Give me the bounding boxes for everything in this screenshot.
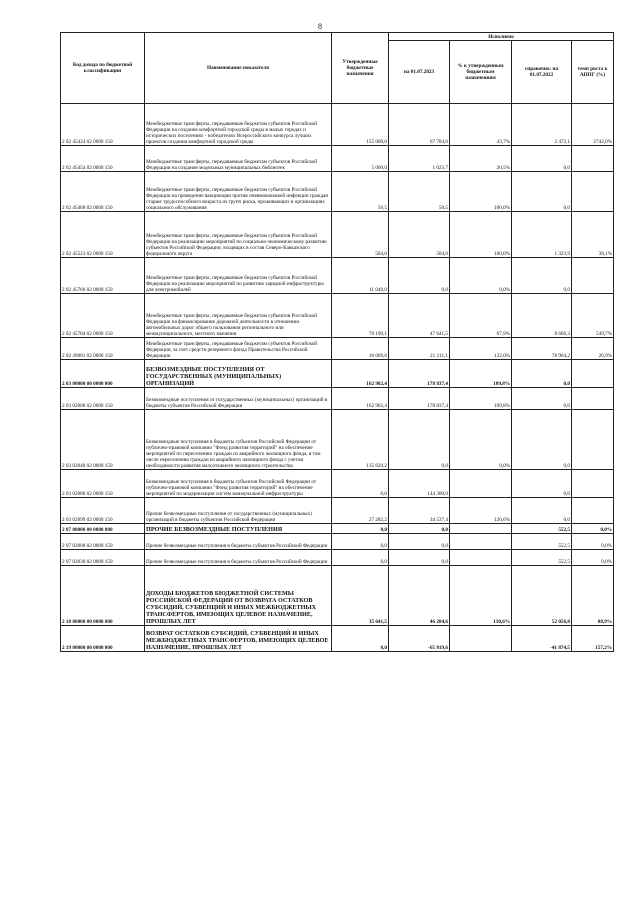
row-approved: 155 000,0: [332, 104, 389, 146]
row-approved: 11 040,0: [332, 258, 389, 294]
row-name: Межбюджетные трансферты, передаваемые бюджетам субъектов Российской Федерации на реализацию мероприятий по социально-экономическому развитию субъектов Российской Федерации, входящих в состав Северо-Кавказского федерального округа: [145, 212, 332, 258]
header-name: Наименование показателя: [145, 33, 332, 104]
row-growth: 0,0%: [572, 534, 614, 550]
table-row: [61, 410, 614, 470]
row-code: 2 02 45766 02 0000 150: [61, 258, 145, 294]
row-pct: 126,6%: [450, 498, 512, 524]
row-growth: [572, 470, 614, 498]
row-growth: [572, 258, 614, 294]
table-row: [61, 294, 614, 338]
row-name: Прочие безвозмездные поступления от государственных (муниципальных) организаций в бюджеты субъектов Российской Федерации: [145, 498, 332, 524]
row-growth: 0,0%: [572, 524, 614, 534]
row-ref: 0,0: [512, 388, 572, 410]
row-ref: 0,0: [512, 146, 572, 172]
row-executed: 47 641,5: [389, 294, 450, 338]
table-row: [61, 212, 614, 258]
row-growth: [572, 172, 614, 212]
table-row: [61, 258, 614, 294]
budget-table: [60, 32, 614, 652]
row-pct: 67,9%: [450, 294, 512, 338]
row-pct: 109,8%: [450, 388, 512, 410]
row-name: Безвозмездные поступления в бюджеты субъектов Российской Федерации от публично-правовой компании "Фонд развития территорий" на обеспечение мероприятий по модернизации систем коммунальной инфраструктуры: [145, 470, 332, 498]
row-code: 2 02 49001 02 0000 150: [61, 338, 145, 360]
header-ref: справочно: на 01.07.2022: [512, 41, 572, 104]
row-name: Межбюджетные трансферты, передаваемые бюджетам субъектов Российской Федерации на реализацию мероприятий по развитию зарядной инфраструктуры для электромобилей: [145, 258, 332, 294]
row-ref: 8 666,3: [512, 294, 572, 338]
row-pct: 0,0%: [450, 410, 512, 470]
row-approved: 162 902,4: [332, 388, 389, 410]
row-executed: 0,0: [389, 550, 450, 566]
row-code: 2 03 02080 02 0000 150: [61, 470, 145, 498]
row-pct: 132,0%: [450, 338, 512, 360]
header-approved: Утвержденные бюджетные назначения: [332, 33, 389, 104]
row-approved: 27 282,2: [332, 498, 389, 524]
table-row: [61, 550, 614, 566]
row-pct: 43,7%: [450, 104, 512, 146]
row-approved: 35 641,5: [332, 566, 389, 626]
row-approved: 5 000,0: [332, 146, 389, 172]
row-code: 2 07 02030 02 0000 150: [61, 550, 145, 566]
table-row: [61, 146, 614, 172]
row-name: Межбюджетные трансферты, передаваемые бюджетам субъектов Российской Федерации, за счет средств резервного фонда Правительства Российской Федерации: [145, 338, 332, 360]
row-code: 2 03 02040 02 0000 150: [61, 410, 145, 470]
row-executed: 0,0: [389, 524, 450, 534]
row-growth: [572, 498, 614, 524]
row-executed: 1 023,7: [389, 146, 450, 172]
row-code: 2 03 02099 02 0000 150: [61, 498, 145, 524]
row-code: 2 02 45468 02 0000 150: [61, 172, 145, 212]
row-ref: 0,0: [512, 470, 572, 498]
row-name: Прочие безвозмездные поступления в бюджеты субъектов Российской Федерации: [145, 534, 332, 550]
row-code: 2 02 45424 02 0000 150: [61, 104, 145, 146]
row-approved: 50,5: [332, 172, 389, 212]
row-ref: 0,0: [512, 172, 572, 212]
row-name: ДОХОДЫ БЮДЖЕТОВ БЮДЖЕТНОЙ СИСТЕМЫ РОССИЙСКОЙ ФЕДЕРАЦИИ ОТ ВОЗВРАТА ОСТАТКОВ СУБСИДИЙ, СУБВЕНЦИЙ И ИНЫХ МЕЖБЮДЖЕТНЫХ ТРАНСФЕРТОВ, ИМЕЮЩИХ ЦЕЛЕВОЕ НАЗНАЧЕНИЕ, ПРОШЛЫХ ЛЕТ: [145, 566, 332, 626]
row-approved: 70 190,1: [332, 294, 389, 338]
row-pct: [450, 524, 512, 534]
row-executed: 21 211,1: [389, 338, 450, 360]
row-pct: [450, 470, 512, 498]
row-growth: [572, 146, 614, 172]
row-code: 2 18 00000 00 0000 000: [61, 566, 145, 626]
header-executed-group: Исполнено: [389, 33, 614, 41]
row-growth: 0,0%: [572, 550, 614, 566]
row-ref: 552,5: [512, 524, 572, 534]
table-row: [61, 172, 614, 212]
row-name: ПРОЧИЕ БЕЗВОЗМЕЗДНЫЕ ПОСТУПЛЕНИЯ: [145, 524, 332, 534]
row-growth: 549,7%: [572, 294, 614, 338]
header-pct: % к утвержденным бюджетным назначениям: [450, 41, 512, 104]
row-executed: 0,0: [389, 534, 450, 550]
row-ref: 0,0: [512, 498, 572, 524]
table-row: [61, 566, 614, 626]
row-growth: 157,2%: [572, 626, 614, 652]
header-on-date: на 01.07.2023: [389, 41, 450, 104]
row-executed: 67 784,6: [389, 104, 450, 146]
row-ref: -41 874,5: [512, 626, 572, 652]
row-name: Межбюджетные трансферты, передаваемые бюджетам субъектов Российской Федерации на проведение вакцинации против пневмококковой инфекции граждан старше трудоспособного возраста из групп риска, проживающих в организациях социального обслуживания: [145, 172, 332, 212]
row-pct: 100,0%: [450, 172, 512, 212]
table-row: [61, 524, 614, 534]
row-ref: 552,5: [512, 550, 572, 566]
row-growth: 38,1%: [572, 212, 614, 258]
table-row: [61, 338, 614, 360]
row-approved: 0,0: [332, 470, 389, 498]
row-executed: 50,5: [389, 172, 450, 212]
row-name: Прочие безвозмездные поступления в бюджеты субъектов Российской Федерации: [145, 550, 332, 566]
table-row: [61, 360, 614, 388]
row-growth: 26,9%: [572, 338, 614, 360]
row-name: ВОЗВРАТ ОСТАТКОВ СУБСИДИЙ, СУБВЕНЦИЙ И ИНЫХ МЕЖБЮДЖЕТНЫХ ТРАНСФЕРТОВ, ИМЕЮЩИХ ЦЕЛЕВОЕ НАЗНАЧЕНИЕ, ПРОШЛЫХ ЛЕТ: [145, 626, 332, 652]
row-approved: 16 069,6: [332, 338, 389, 360]
row-code: 2 02 45784 02 0000 150: [61, 294, 145, 338]
row-approved: 0,0: [332, 534, 389, 550]
row-executed: 46 284,6: [389, 566, 450, 626]
row-approved: 162 902,4: [332, 360, 389, 388]
row-name: Безвозмездные поступления от государственных (муниципальных) организаций в бюджеты субъектов Российской Федерации: [145, 388, 332, 410]
row-approved: 0,0: [332, 626, 389, 652]
row-code: 2 02 45454 02 0000 150: [61, 146, 145, 172]
row-code: 2 07 02000 02 0000 150: [61, 534, 145, 550]
row-ref: 552,5: [512, 534, 572, 550]
row-approved: 504,0: [332, 212, 389, 258]
table-row: [61, 104, 614, 146]
row-approved: 0,0: [332, 524, 389, 534]
row-executed: 178 837,4: [389, 388, 450, 410]
row-name: БЕЗВОЗМЕЗДНЫЕ ПОСТУПЛЕНИЯ ОТ ГОСУДАРСТВЕННЫХ (МУНИЦИПАЛЬНЫХ) ОРГАНИЗАЦИЙ: [145, 360, 332, 388]
row-executed: 504,0: [389, 212, 450, 258]
row-name: Межбюджетные трансферты, передаваемые бюджетам субъектов Российской Федерации на финансирование дорожной деятельности в отношении автомобильных дорог общего пользования регионального или межмуниципального, местного значения: [145, 294, 332, 338]
table-header: [61, 33, 614, 104]
row-growth: 88,9%: [572, 566, 614, 626]
row-code: 2 03 02000 02 0000 150: [61, 388, 145, 410]
row-ref: 2 472,1: [512, 104, 572, 146]
row-executed: 0,0: [389, 410, 450, 470]
row-ref: 78 964,2: [512, 338, 572, 360]
header-code: Код дохода по бюджетной классификации: [61, 33, 145, 104]
row-pct: [450, 534, 512, 550]
row-code: 2 03 00000 00 0000 000: [61, 360, 145, 388]
table-body: [61, 104, 614, 652]
row-pct: 0,0%: [450, 258, 512, 294]
page-number: 8: [318, 22, 322, 31]
table-row: [61, 534, 614, 550]
row-executed: 178 837,4: [389, 360, 450, 388]
row-ref: 1 323,9: [512, 212, 572, 258]
row-pct: 130,6%: [450, 566, 512, 626]
row-growth: 2742,0%: [572, 104, 614, 146]
row-pct: [450, 626, 512, 652]
row-code: 2 07 00000 00 0000 000: [61, 524, 145, 534]
table-row: [61, 470, 614, 498]
row-code: 2 19 00000 00 0000 000: [61, 626, 145, 652]
row-executed: 0,0: [389, 258, 450, 294]
row-growth: [572, 388, 614, 410]
table-row: [61, 626, 614, 652]
row-pct: 20,5%: [450, 146, 512, 172]
row-ref: 52 056,8: [512, 566, 572, 626]
row-name: Межбюджетные трансферты, передаваемые бюджетам субъектов Российской Федерации на создание комфортной городской среды в малых городах и исторических поселениях - победителях Всероссийского конкурса лучших проектов создания комфортной городской среды: [145, 104, 332, 146]
row-approved: 135 620,2: [332, 410, 389, 470]
row-name: Безвозмездные поступления в бюджеты субъектов Российской Федерации от публично-правовой компании "Фонд развития территорий" на обеспечение мероприятий по переселению граждан из аварийного жилищного фонда, в том числе переселению граждан из аварийного жилищного фонда с учетом необходимости развития малоэтажного жилищного строительства: [145, 410, 332, 470]
header-growth: темп роста к АППГ (%): [572, 41, 614, 104]
row-executed: -65 819,6: [389, 626, 450, 652]
row-growth: [572, 360, 614, 388]
row-executed: 144 300,0: [389, 470, 450, 498]
row-name: Межбюджетные трансферты, передаваемые бюджетам субъектов Российской Федерации на создание модельных муниципальных библиотек: [145, 146, 332, 172]
row-pct: 100,0%: [450, 212, 512, 258]
row-executed: 34 537,4: [389, 498, 450, 524]
row-code: 2 02 45523 02 0000 150: [61, 212, 145, 258]
row-pct: 109,8%: [450, 360, 512, 388]
row-ref: 0,0: [512, 360, 572, 388]
row-pct: [450, 550, 512, 566]
row-ref: 0,0: [512, 410, 572, 470]
row-ref: 0,0: [512, 258, 572, 294]
table-row: [61, 498, 614, 524]
table-row: [61, 388, 614, 410]
row-growth: [572, 410, 614, 470]
row-approved: 0,0: [332, 550, 389, 566]
